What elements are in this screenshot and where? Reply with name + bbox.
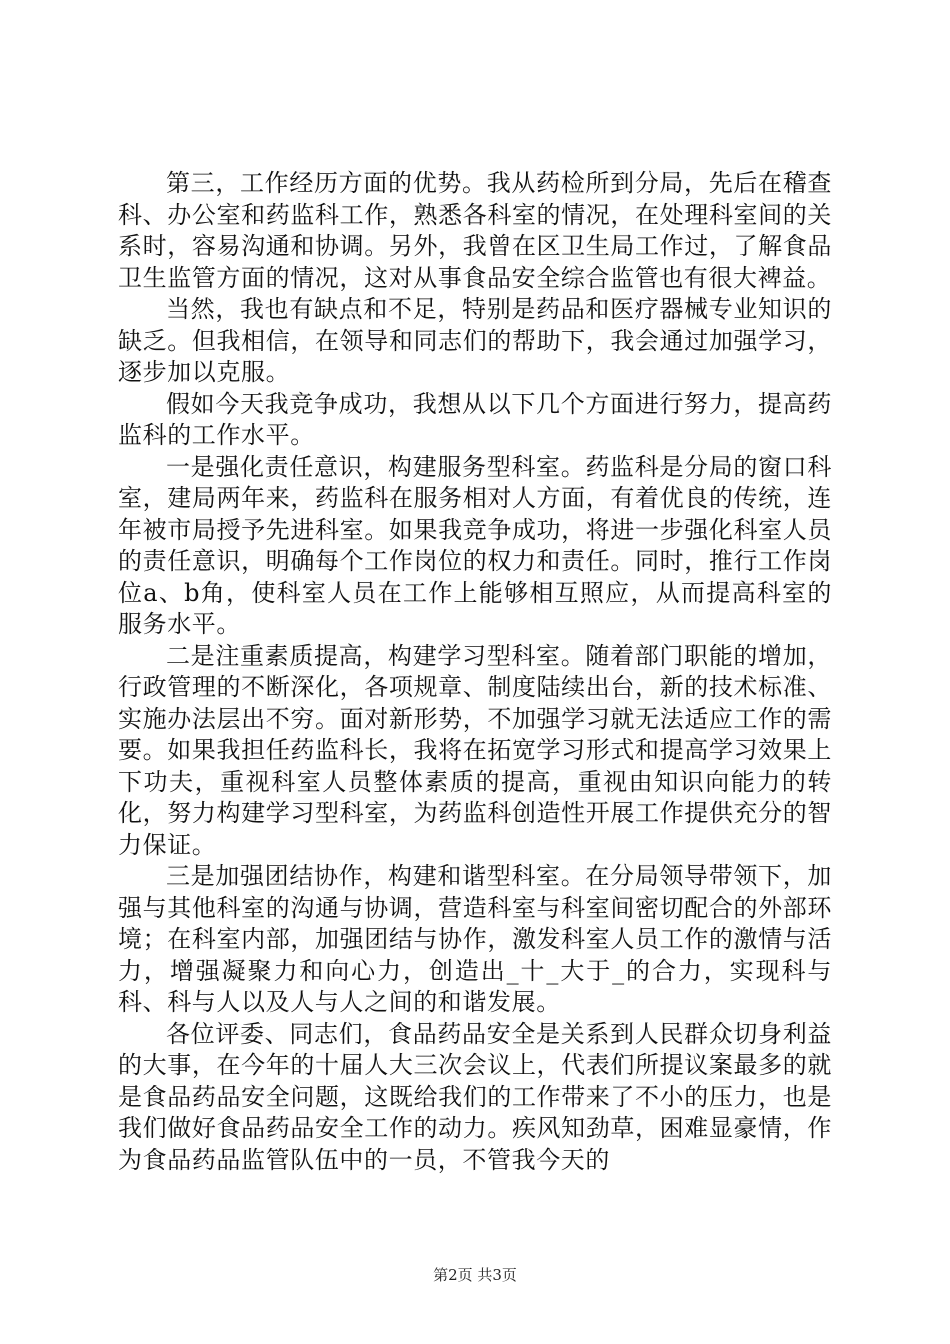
paragraph-intro-plans: 假如今天我竞争成功，我想从以下几个方面进行努力，提高药监科的工作水平。 bbox=[118, 389, 832, 449]
paragraph-plan-service: 一是强化责任意识，构建服务型科室。药监科是分局的窗口科室，建局两年来，药监科在服务相对人方面，有着优良的传统，连年被市局授予先进科室。如果我竞争成功，将进一步强化科室人员的责任意识，明确每个工作岗位的权力和责任。同时，推行工作岗位a、b角，使科室人员在工作上能够相互照应，从而提高科室的服务水平。 bbox=[118, 452, 832, 638]
paragraph-experience: 第三，工作经历方面的优势。我从药检所到分局，先后在稽查科、办公室和药监科工作，熟悉各科室的情况，在处理科室间的关系时，容易沟通和协调。另外，我曾在区卫生局工作过，了解食品卫生监管方面的情况，这对从事食品安全综合监管也有很大裨益。 bbox=[118, 169, 832, 292]
paragraph-plan-harmony: 三是加强团结协作，构建和谐型科室。在分局领导带领下，加强与其他科室的沟通与协调，营造科室与科室间密切配合的外部环境；在科室内部，加强团结与协作，激发科室人员工作的激情与活力，增强凝聚力和向心力，创造出_十_大于_的合力，实现科与科、科与人以及人与人之间的和谐发展。 bbox=[118, 862, 832, 1016]
document-body bbox=[118, 168, 832, 1176]
paragraph-closing: 各位评委、同志们，食品药品安全是关系到人民群众切身利益的大事，在今年的十届人大三次会议上，代表们所提议案最多的就是食品药品安全问题，这既给我们的工作带来了不小的压力，也是我们做好食品药品安全工作的动力。疾风知劲草，困难显豪情，作为食品药品监管队伍中的一员，不管我今天的 bbox=[118, 1019, 832, 1174]
paragraph-plan-learning: 二是注重素质提高，构建学习型科室。随着部门职能的增加，行政管理的不断深化，各项规章、制度陆续出台，新的技术标准、实施办法层出不穷。面对新形势，不加强学习就无法适应工作的需要。如果我担任药监科长，我将在拓宽学习形式和提高学习效果上下功夫，重视科室人员整体素质的提高，重视由知识向能力的转化，努力构建学习型科室，为药监科创造性开展工作提供充分的智力保证。 bbox=[118, 641, 832, 859]
page-footer: 第2页 共3页 bbox=[433, 1266, 517, 1284]
paragraph-shortcomings: 当然，我也有缺点和不足，特别是药品和医疗器械专业知识的缺乏。但我相信，在领导和同志们的帮助下，我会通过加强学习，逐步加以克服。 bbox=[118, 295, 832, 386]
